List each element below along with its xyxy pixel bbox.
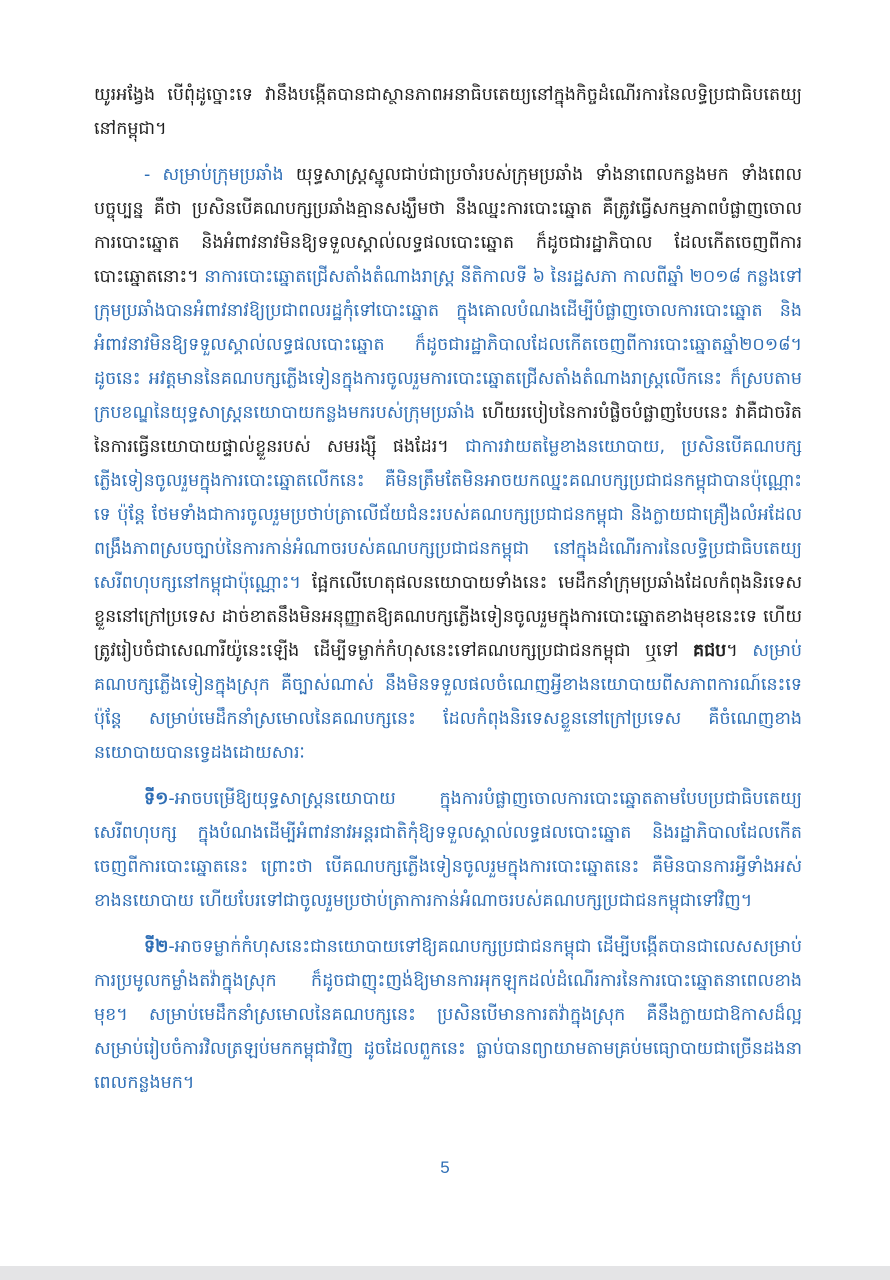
text-segment: យុទ្ធសាស្ត្រស្នូលជាប់ជាប្រចាំរបស់ក្រុមប្រឆាំង ទាំងនាពេលកន្លងមក ទាំងពេលបច្ចុប្បន្ន គឺថា ប្រសិនបើគណបក្សប្រឆាំងគ្មានសង្ឃឹមថា នឹងឈ្នះការបោះឆ្នោត គឺត្រូវធ្វើសកម្មភាពបំផ្លាញចោលការបោះឆ្នោត និងអំពាវនាវមិនឱ្យទទួលស្គាល់លទ្ធផលបោះឆ្នោត ក៏ដូចជារដ្ឋាភិបាល ដែលកើតចេញពីការបោះឆ្នោតនោះ។ bbox=[94, 165, 802, 287]
paragraph-point-one bbox=[94, 782, 802, 918]
text-segment: ។ bbox=[726, 641, 753, 661]
text-segment: ជាការវាយតម្លៃខាងនយោបាយ, ប្រសិនបើគណបក្សភ្លើងទៀនចូលរួមក្នុងការបោះឆ្នោតលើកនេះ គឺមិនត្រឹមតែមិនអាចយកឈ្នះគណបក្សប្រជាជនកម្ពុជាបានប៉ុណ្ណោះទេ ប៉ុន្តែ ថែមទាំងជាការចូលរួមប្រថាប់ត្រាលើជ័យជំនះរបស់គណបក្សប្រជាជនកម្ពុជា និងក្លាយជាគ្រឿងលំអដែលពង្រឹងភាពស្របច្បាប់នៃការកាន់អំណាចរបស់គណបក្សប្រជាជនកម្ពុជា នៅក្នុងដំណើរការនៃលទ្ធិប្រជាធិបតេយ្យសេរីពហុបក្សនៅកម្ពុជាប៉ុណ្ណោះ។ bbox=[94, 437, 802, 593]
text-segment: ហើយរបៀបនៃការបំផ្លិចបំផ្លាញបែបនេះ វាគឺជាចរិតនៃការធ្វើនយោបាយផ្ទាល់ខ្លួនរបស់ សមរង្ស៊ី ផងដែរ។ bbox=[94, 403, 802, 457]
text-segment: ទី២ bbox=[144, 937, 169, 957]
text-segment: យូរអង្វែង បើពុំដូច្នោះទេ វានឹងបង្កើតបានជាស្ថានភាពអនាធិបតេយ្យនៅក្នុងកិច្ចដំណើរការនៃលទ្ធិប្រជាធិបតេយ្យនៅកម្ពុជា។ bbox=[94, 85, 802, 139]
page-content bbox=[94, 78, 802, 1112]
viewer-bottom-strip bbox=[0, 1266, 890, 1280]
text-segment: ផ្អែកលើហេតុផលនយោបាយទាំងនេះ មេដឹកនាំក្រុមប្រឆាំងដែលកំពុងនិរទេសខ្លួននៅក្រៅប្រទេស ដាច់ខាតនឹងមិនអនុញ្ញាតឱ្យគណបក្សភ្លើងទៀនចូលរួមក្នុងការបោះឆ្នោតខាងមុខនេះទេ ហើយត្រូវរៀបចំជាសេណារីយ៉ូនេះឡើង ដើម្បីទម្លាក់កំហុសនេះទៅគណបក្សប្រជាជនកម្ពុជា ឬទៅ bbox=[94, 573, 802, 661]
paragraph-intro-continued bbox=[94, 78, 802, 146]
text-segment: - សម្រាប់ក្រុមប្រឆាំង bbox=[144, 165, 284, 185]
paragraph-opposition-strategy bbox=[94, 158, 802, 770]
text-segment: -អាចទម្លាក់កំហុសនេះជានយោបាយទៅឱ្យគណបក្សប្រជាជនកម្ពុជា ដើម្បីបង្កើតបានជាលេសសម្រាប់ការប្រមូលកម្លាំងតវ៉ាក្នុងស្រុក ក៏ដូចជាញុះញង់ឱ្យមានការអុកឡុកដល់ដំណើរការនៃការបោះឆ្នោតនាពេលខាងមុខ។ សម្រាប់មេដឹកនាំស្រមោលនៃគណបក្សនេះ ប្រសិនបើមានការតវ៉ាក្នុងស្រុក គឺនឹងក្លាយជាឱកាសដ៏ល្អសម្រាប់រៀបចំការវិលត្រឡប់មកកម្ពុជាវិញ ដូចដែលពួកនេះ ធ្លាប់បានព្យាយាមតាមគ្រប់មធ្យោបាយជាច្រើនដងនាពេលកន្លងមក។ bbox=[94, 937, 802, 1093]
text-segment: សម្រាប់គណបក្សភ្លើងទៀនក្នុងស្រុក គឺច្បាស់ណាស់ នឹងមិនទទួលផលចំណេញអ្វីខាងនយោបាយពីសភាពការណ៍នេះទេ ប៉ុន្តែ សម្រាប់មេដឹកនាំស្រមោលនៃគណបក្សនេះ ដែលកំពុងនិរទេសខ្លួននៅក្រៅប្រទេស គឺចំណេញខាងនយោបាយបានទ្វេដងដោយសារៈ bbox=[94, 641, 803, 763]
text-segment: -អាចបម្រើឱ្យយុទ្ធសាស្ត្រនយោបាយ ក្នុងការបំផ្លាញចោលការបោះឆ្នោតតាមបែបប្រជាធិបតេយ្យសេរីពហុបក្ស ក្នុងបំណងដើម្បីអំពាវនាវអន្តរជាតិកុំឱ្យទទួលស្គាល់លទ្ធផលបោះឆ្នោត និងរដ្ឋាភិបាលដែលកើតចេញពីការបោះឆ្នោតនេះ ព្រោះថា បើគណបក្សភ្លើងទៀនចូលរួមក្នុងការបោះឆ្នោតនេះ គឺមិនបានការអ្វីទាំងអស់ខាងនយោបាយ ហើយបែរទៅជាចូលរួមប្រថាប់ត្រាការកាន់អំណាចរបស់គណបក្សប្រជាជនកម្ពុជាទៅវិញ។ bbox=[94, 789, 802, 911]
text-segment: គជប bbox=[692, 641, 727, 661]
page-number: 5 bbox=[440, 1158, 450, 1177]
text-segment: ទី១ bbox=[144, 789, 169, 809]
paragraph-point-two bbox=[94, 930, 802, 1100]
text-segment: នាការបោះឆ្នោតជ្រើសតាំងតំណាងរាស្ត្រ នីតិកាលទី ៦ នៃរដ្ឋសភា កាលពីឆ្នាំ ២០១៨ កន្លងទៅ ក្រុមប្រឆាំងបានអំពាវនាវឱ្យប្រជាពលរដ្ឋកុំទៅបោះឆ្នោត ក្នុងគោលបំណងដើម្បីបំផ្លាញចោលការបោះឆ្នោត និងអំពាវនាវមិនឱ្យទទួលស្គាល់លទ្ធផលបោះឆ្នោត ក៏ដូចជារដ្ឋាភិបាលដែលកើតចេញពីការបោះឆ្នោតឆ្នាំ២០១៨។ ដូចនេះ អវត្តមាននៃគណបក្សភ្លើងទៀនក្នុងការចូលរួមការបោះឆ្នោតជ្រើសតាំងតំណាងរាស្ត្រលើកនេះ ក៏ស្របតាមក្របខណ្ឌនៃយុទ្ធសាស្ត្រនយោបាយកន្លងមករបស់ក្រុមប្រឆាំង bbox=[94, 267, 802, 423]
